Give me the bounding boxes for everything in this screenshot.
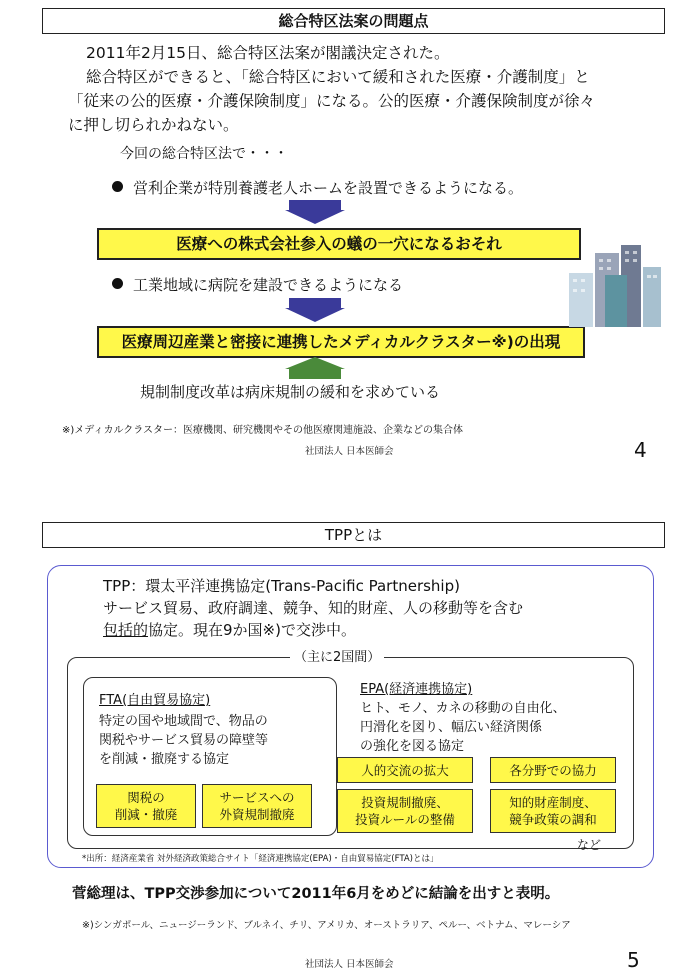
epa-box-investment-line-2: 投資ルールの整備 xyxy=(355,812,455,827)
slide4-bullet-1-text: 営利企業が特別養護老人ホームを設置できるようになる。 xyxy=(133,179,524,197)
arrow-down-icon xyxy=(285,200,345,224)
slide4-highlight-1: 医療への株式会社参入の蟻の一穴になるおそれ xyxy=(97,228,581,260)
slide4-intro-1: 2011年2月15日、総合特区法案が閣議決定された。 xyxy=(86,44,450,62)
epa-box-ip-line-1: 知的財産制度、 xyxy=(509,795,597,810)
fta-box-tariff-line-1: 関税の xyxy=(127,790,165,805)
slide4-intro-4: に押し切られかねない。 xyxy=(68,116,239,134)
slide4-intro-2: 総合特区ができると、「総合特区において緩和された医療・介護制度」と xyxy=(86,68,590,86)
slide5-footnote: ※)シンガポール、ニュージーランド、ブルネイ、チリ、アメリカ、オーストラリア、ペルー、ベトナム、マレーシア xyxy=(82,920,571,931)
slide5-statement: 菅総理は、TPP交渉参加について2011年6月をめどに結論を出すと表明。 xyxy=(72,886,560,902)
slide4-page-number: 4 xyxy=(634,438,647,462)
fta-box-service-line-2: 外資規制撤廃 xyxy=(219,807,295,822)
fta-desc-1: 特定の国や地域間で、物品の xyxy=(99,714,268,729)
epa-box-cooperation: 各分野での協力 xyxy=(490,757,616,783)
fta-box-service xyxy=(202,784,312,828)
tpp-def-line-3 xyxy=(103,619,356,641)
fta-box-service-line-1: サービスへの xyxy=(219,790,295,805)
fta-box-tariff-line-2: 削減・撤廃 xyxy=(114,807,178,822)
epa-desc-1: ヒト、モノ、カネの移動の自由化、 xyxy=(360,701,566,716)
fta-desc-2: 関税やサービス貿易の障壁等 xyxy=(99,733,269,748)
epa-box-ip-line-2: 競争政策の調和 xyxy=(509,812,597,827)
slide4-conclusion: 規制制度改革は病床規制の緩和を求めている xyxy=(140,383,441,401)
city-buildings-icon xyxy=(565,245,665,327)
epa-desc-2: 円滑化を図り、幅広い経済関係 xyxy=(360,720,543,735)
tpp-def-line-2: サービス貿易、政府調達、競争、知的財産、人の移動等を含む xyxy=(103,599,524,617)
epa-etc: など xyxy=(577,838,602,852)
slide5-source: *出所：経済産業省 対外経済政策総合サイト「経済連携協定(EPA)・自由貿易協定(FTA)とは」 xyxy=(82,854,439,864)
slide4-bullet-2-text: 工業地域に病院を建設できるようになる xyxy=(133,276,404,294)
fta-desc-3: を削減・撤廃する協定 xyxy=(99,752,230,767)
slide4-lead: 今回の総合特区法で・・・ xyxy=(120,146,288,162)
fta-box-tariff xyxy=(96,784,196,828)
slide5-org: 社団法人 日本医師会 xyxy=(305,959,394,970)
bilateral-label: （主に2国間） xyxy=(290,648,384,667)
fta-title: FTA(自由貿易協定) xyxy=(99,693,211,708)
slide5-title: TPPとは xyxy=(42,522,665,548)
slide4-bullet-1 xyxy=(112,177,523,198)
tpp-def-line-3-rest: 協定。現在9か国※)で交渉中。 xyxy=(148,621,356,639)
epa-box-exchange: 人的交流の拡大 xyxy=(337,757,473,783)
slide4-intro-3: 「従来の公的医療・介護保険制度」になる。公的医療・介護保険制度が徐々 xyxy=(68,92,596,110)
slide4-footnote: ※)メディカルクラスター：医療機関、研究機関やその他医療関連施設、企業などの集合体 xyxy=(62,425,463,436)
slide4-org: 社団法人 日本医師会 xyxy=(305,446,394,457)
epa-box-ip xyxy=(490,789,616,833)
epa-title: EPA(経済連携協定) xyxy=(360,682,473,697)
slide4-title: 総合特区法案の問題点 xyxy=(42,8,665,34)
epa-box-investment-line-1: 投資規制撤廃、 xyxy=(361,795,449,810)
bullet-dot-icon xyxy=(112,278,123,289)
tpp-def-line-1: TPP：環太平洋連携協定(Trans-Pacific Partnership) xyxy=(103,577,460,595)
arrow-up-icon xyxy=(285,357,345,379)
slide4-highlight-2: 医療周辺産業と密接に連携したメディカルクラスター※)の出現 xyxy=(97,326,585,358)
slide5-page-number: 5 xyxy=(627,948,640,972)
epa-desc-3: の強化を図る協定 xyxy=(360,739,465,754)
arrow-down-icon xyxy=(285,298,345,322)
tpp-comprehensive: 包括的 xyxy=(103,621,149,639)
epa-box-investment xyxy=(337,789,473,833)
slide4-bullet-2 xyxy=(112,274,403,295)
bullet-dot-icon xyxy=(112,181,123,192)
